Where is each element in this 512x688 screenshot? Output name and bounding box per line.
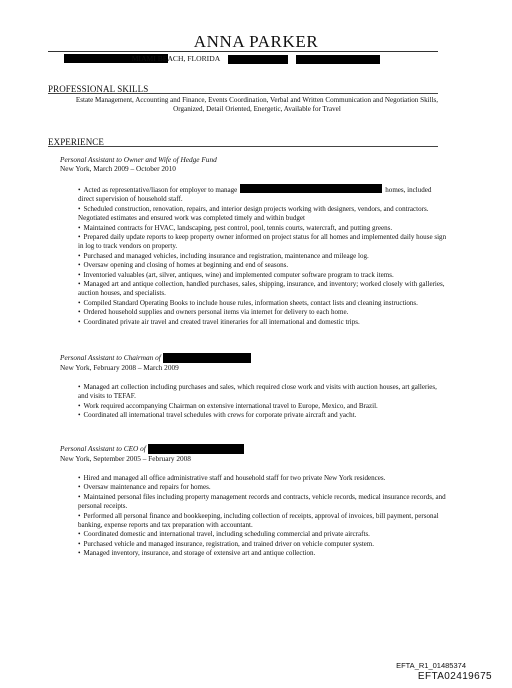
job-bullet-list: [78, 184, 448, 327]
list-item: • Acted as representative/liason for employer to manage homes, included direct supervision of household staff.: [78, 186, 432, 204]
list-item: • Coordinated private air travel and created travel itineraries for all international and domestic trips.: [78, 317, 360, 326]
job-title: Personal Assistant to Owner and Wife of Hedge Fund: [60, 155, 217, 164]
list-item: • Purchased vehicle and managed insurance, registration, and trained driver on vehicle computer system.: [78, 539, 375, 548]
list-item: • Purchased and managed vehicles, including insurance and registration, maintenance and mileage log.: [78, 251, 369, 260]
job-title-row: [60, 353, 251, 363]
list-item: • Maintained personal files including property management records and contracts, vehicle records, medical insurance records, and personal receipts.: [78, 492, 446, 511]
redaction-box: [163, 353, 251, 363]
experience-heading: EXPERIENCE: [48, 137, 104, 147]
job-title-row: [60, 444, 244, 454]
job-bullet-list: [78, 474, 448, 559]
list-item: • Compiled Standard Operating Books to include house rules, information sheets, contact lists and cleaning instructions.: [78, 298, 418, 307]
job-location-dates: New York, February 2008 – March 2009: [60, 363, 179, 372]
experience-rule: [48, 146, 438, 147]
document-id-small: EFTA_R1_01485374: [396, 661, 466, 670]
redaction-box: [148, 444, 244, 454]
list-item: • Managed art collection including purchases and sales, which required close work and visits with auction houses, art galleries, and visits to TEFAF.: [78, 383, 437, 401]
job-location-dates: New York, March 2009 – October 2010: [60, 164, 176, 173]
list-item: • Coordinated all international travel schedules with crews for corporate private aircraft and yacht.: [78, 411, 357, 420]
header-rule: [48, 51, 438, 52]
list-item: • Performed all personal finance and bookkeeping, including collection of receipts, approval of invoices, bill payment, personal banking, expense reports and tax preparation with accountant.: [78, 511, 439, 530]
location-text: MIAMI BEACH, FLORIDA: [131, 54, 221, 63]
list-item: • Scheduled construction, renovation, repairs, and interior design projects working with designers, vendors, and contractors. Negotiated estimates and ensured work was completed timely and within budget: [78, 204, 429, 223]
list-item: • Oversaw opening and closing of homes at beginning and end of seasons.: [78, 261, 289, 270]
list-item: • Coordinated domestic and international travel, including scheduling commercial and private aircrafts.: [78, 530, 370, 539]
contact-line: [0, 53, 512, 65]
job-title: Personal Assistant to Chairman of: [60, 353, 161, 363]
list-item: • Prepared daily update reports to keep property owner informed on project status for all homes and implemented daily house sign in log to track vendors on property.: [78, 233, 447, 251]
list-item: • Managed art and antique collection, handled purchases, sales, shipping, insurance, and inventory; worked closely with galleries, auction houses, and specialists.: [78, 280, 445, 298]
redaction-box: [296, 55, 380, 64]
skills-text: Estate Management, Accounting and Finance, Events Coordination, Verbal and Written Communication and Negotiation Skills, Organized, Detail Oriented, Energetic, Available for Travel: [75, 96, 439, 114]
redaction-box: [228, 55, 288, 64]
list-item: • Inventoried valuables (art, silver, antiques, wine) and implemented computer software program to track items.: [78, 270, 394, 279]
job-title: Personal Assistant to CEO of: [60, 444, 146, 454]
redaction-box: [240, 184, 382, 193]
list-item: • Work required accompanying Chairman on extensive international travel to Europe, Mexico, and Brazil.: [78, 401, 378, 410]
list-item: • Maintained contracts for HVAC, landscaping, pest control, pool, tennis courts, watercraft, and putting greens.: [78, 223, 393, 232]
list-item: • Hired and managed all office administrative staff and household staff for two private New York residences.: [78, 474, 386, 482]
list-item: • Oversaw maintenance and repairs for homes.: [78, 483, 211, 492]
job-location-dates: New York, September 2005 – February 2008: [60, 454, 191, 463]
list-item: • Ordered household supplies and owners personal items via internet for delivery to each home.: [78, 308, 349, 317]
job-bullet-list: [78, 383, 448, 421]
document-id-large: EFTA02419675: [417, 671, 492, 682]
skills-rule: [48, 93, 438, 94]
list-item: • Managed inventory, insurance, and storage of extensive art and antique collection.: [78, 549, 316, 558]
skills-heading: PROFESSIONAL SKILLS: [48, 84, 149, 94]
candidate-name: ANNA PARKER: [193, 32, 319, 51]
